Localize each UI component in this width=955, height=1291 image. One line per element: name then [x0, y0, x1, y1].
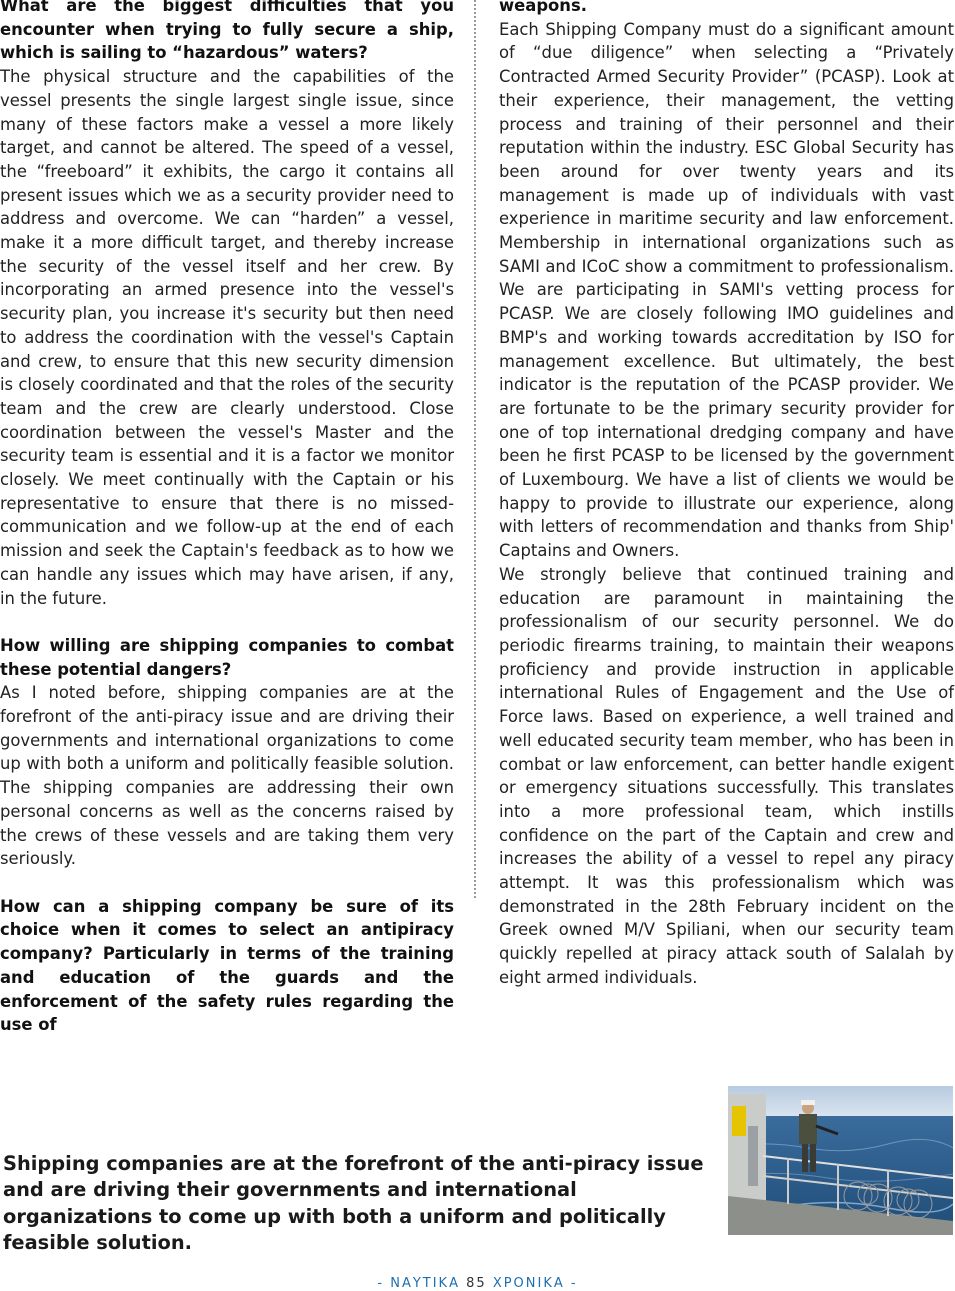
- page-footer: [0, 1276, 955, 1291]
- question-2: How willing are shipping companies to combat these potential dangers?: [0, 635, 454, 679]
- ship-deck-illustration: [728, 1086, 953, 1235]
- answer-3-paragraph-2: We strongly believe that continued training and education are paramount in maintaining the professionalism of our security personnel. We do periodic firearms training, to maintain their weapons proficiency and provide instruction in applicable international Rules of Engagement and the Use of Force laws. Based on experience, a well trained and well educated security team member, who has been in combat or law enforcement, can better handle exigent or emergency situations successfully. This translates into a more professional team, which instills confidence on the part of the Captain and crew and increases the ability of a vessel to repel any piracy attempt. It was this professionalism which was demonstrated in the 28th February incident on the Greek owned M/V Spiliani, when our security team quickly repelled at piracy attack south of Salalah by eight armed individuals.: [499, 564, 954, 987]
- right-column: [499, 0, 954, 990]
- footer-dash-left: -: [377, 1276, 385, 1291]
- answer-3-paragraph-1: Each Shipping Company must do a significant amount of “due diligence” when selecting a “Privately Contracted Armed Security Provider” (PCASP). Look at their experience, their management, the vetting process and training of their personnel and their reputation within the industry. ESC Global Security has been around for over twenty years and its management is made up of individuals with vast experience in maritime security and law enforcement. Membership in international organizations such as SAMI and ICoC show a commitment to professionalism. We are participating in SAMI's vetting process for PCASP. We are closely following IMO guidelines and BMP's and working towards accreditation by ISO for management excellence. But ultimately, the best indicator is the reputation of the PCASP provider. We are fortunate to be the primary security provider for one of top international dredging company and have been he first PCASP to be licensed by the government of Luxembourg. We have a list of clients we would be happy to provide to illustrate our experience, along with letters of recommendation and thanks from Ship' Captains and Owners.: [499, 19, 954, 561]
- security-guard-photo: [728, 1086, 953, 1235]
- yellow-equipment: [732, 1106, 746, 1136]
- question-1: What are the biggest difficulties that you encounter when trying to fully secure a ship, which is sailing to “hazardous” waters?: [0, 0, 454, 63]
- question-3-end: weapons.: [499, 0, 587, 15]
- footer-word-2: ΧΡΟΝΙΚΑ: [492, 1276, 565, 1291]
- answer-1: The physical structure and the capabilities of the vessel presents the single largest single issue, since many of these factors make a vessel a more likely target, and cannot be altered. The speed of a vessel, the “freeboard” it exhibits, the cargo it contains all present issues which we as a security provider need to address and overcome. We can “harden” a vessel, make it a more difficult target, and thereby increase the security of the vessel itself and her crew. By incorporating an armed presence into the vessel's security plan, you increase it's security but then need to address the coordination with the vessel's Captain and crew, to ensure that this new security dimension is closely coordinated and that the roles of the security team and the crew are clearly understood. Close coordination between the vessel's Master and the security team is essential and it is a factor we monitor closely. We meet continually with the Captain or his representative to ensure that there is no missed-communication and we follow-up at the end of each mission and seek the Captain's feedback as to how we can handle any issues which may have arisen, if any, in the future.: [0, 67, 454, 608]
- question-3: How can a shipping company be sure of its choice when it comes to select an antipiracy company? Particularly in terms of the training and education of the guards and the enforcement of the safety rules regarding the use of: [0, 896, 454, 1035]
- pull-quote: Shipping companies are at the forefront of the anti-piracy issue and are driving their governments and international organizations to come up with both a uniform and politically feasible solution.: [3, 1152, 704, 1255]
- footer-dash-right: -: [570, 1276, 578, 1291]
- column-divider: [474, 0, 476, 898]
- paragraph-gap: [0, 871, 454, 895]
- page-number: 85: [466, 1276, 487, 1291]
- paragraph-gap: [0, 610, 454, 634]
- answer-2: As I noted before, shipping companies are at the forefront of the anti-piracy issue and are driving their governments and international organizations to come up with both a uniform and politically feasible solution. The shipping companies are addressing their own personal concerns as well as the concerns raised by the crews of these vessels and are taking them very seriously.: [0, 683, 454, 869]
- footer-word-1: ΝΑΥΤΙΚΑ: [390, 1276, 460, 1291]
- left-column: [0, 0, 454, 1037]
